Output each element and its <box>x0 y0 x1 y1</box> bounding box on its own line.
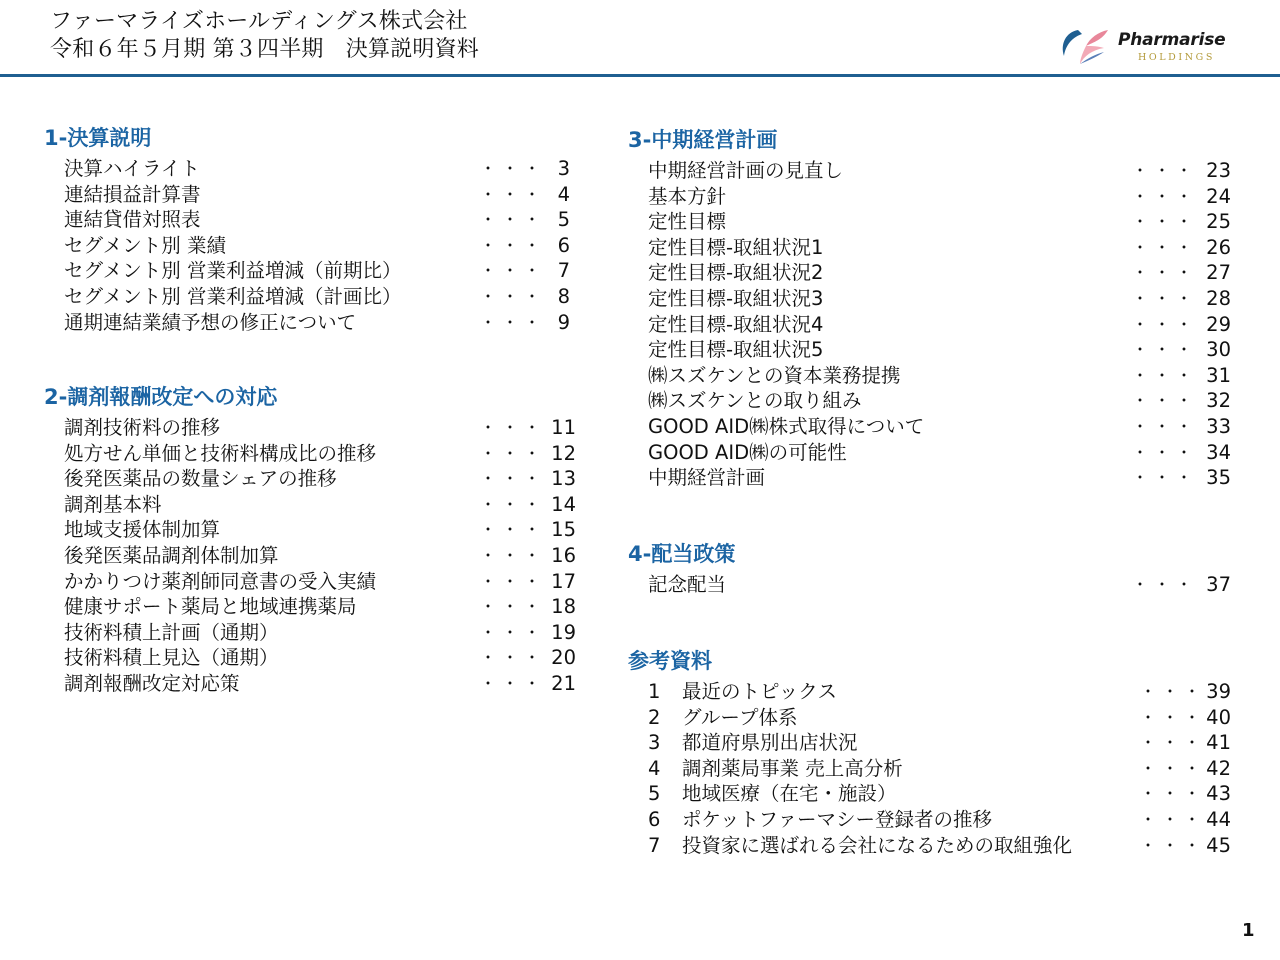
toc-item[interactable]: 健康サポート薬局と地域連携薬局 ・・・ 18 <box>64 595 576 619</box>
toc-item[interactable]: 調剤基本料 ・・・ 14 <box>64 492 576 516</box>
toc-item[interactable]: 処方せん単価と技術料構成比の推移 ・・・ 12 <box>64 441 576 465</box>
toc-item[interactable]: 6 ポケットファーマシー登録者の推移 ・・・ 44 <box>648 807 1231 831</box>
toc-item[interactable]: かかりつけ薬剤師同意書の受入実績 ・・・ 17 <box>64 569 576 593</box>
toc-item[interactable]: 2 グループ体系 ・・・ 40 <box>648 705 1231 729</box>
toc-item[interactable]: 4 調剤薬局事業 売上高分析 ・・・ 42 <box>648 756 1231 780</box>
toc-item[interactable]: 連結貸借対照表 ・・・ 5 <box>64 208 570 232</box>
toc-item[interactable]: 通期連結業績予想の修正について ・・・ 9 <box>64 310 570 334</box>
toc-section-3 <box>628 126 1231 491</box>
logo-subtitle: HOLDINGS <box>1138 52 1215 63</box>
toc-section-1 <box>44 124 570 335</box>
toc-item[interactable]: GOOD AID㈱株式取得について ・・・ 33 <box>648 414 1231 438</box>
toc-section-4 <box>628 540 1231 598</box>
toc-item[interactable]: GOOD AID㈱の可能性 ・・・ 34 <box>648 440 1231 464</box>
toc-item[interactable]: セグメント別 営業利益増減（計画比） ・・・ 8 <box>64 284 570 308</box>
section-heading: 参考資料 <box>628 649 712 673</box>
page-number: 1 <box>1242 920 1255 941</box>
toc-item[interactable]: 3 都道府県別出店状況 ・・・ 41 <box>648 731 1231 755</box>
toc-item[interactable]: 7 投資家に選ばれる会社になるための取組強化 ・・・ 45 <box>648 833 1231 857</box>
document-title <box>50 8 479 64</box>
toc-item[interactable]: セグメント別 業績 ・・・ 6 <box>64 233 570 257</box>
toc-item[interactable]: セグメント別 営業利益増減（前期比） ・・・ 7 <box>64 259 570 283</box>
toc-item[interactable]: 調剤技術料の推移 ・・・ 11 <box>64 416 576 439</box>
report-title: 令和６年５月期 第３四半期 決算説明資料 <box>50 37 479 62</box>
section-heading: 4-配当政策 <box>628 542 736 566</box>
company-name: ファーマライズホールディングス株式会社 <box>50 9 468 34</box>
toc-item[interactable]: ㈱スズケンとの取り組み ・・・ 32 <box>648 389 1231 413</box>
toc-item[interactable]: 地域支援体制加算 ・・・ 15 <box>64 518 576 542</box>
section-heading: 3-中期経営計画 <box>628 128 778 152</box>
section-heading: 1-決算説明 <box>44 126 152 150</box>
company-logo <box>1058 24 1258 68</box>
toc-item[interactable]: 後発医薬品調剤体制加算 ・・・ 16 <box>64 543 576 567</box>
toc-item[interactable]: 定性目標-取組状況5 ・・・ 30 <box>648 338 1231 362</box>
pharmarise-swoosh-icon <box>1058 24 1118 68</box>
toc-item[interactable]: 中期経営計画 ・・・ 35 <box>648 466 1231 490</box>
logo-name: Pharmarise <box>1118 30 1226 50</box>
toc-item[interactable]: 連結損益計算書 ・・・ 4 <box>64 182 570 206</box>
toc-item[interactable]: 1 最近のトピックス ・・・ 39 <box>648 680 1231 703</box>
toc-item[interactable]: ㈱スズケンとの資本業務提携 ・・・ 31 <box>648 363 1231 387</box>
header-divider <box>0 74 1280 77</box>
toc-section-2 <box>44 383 576 697</box>
toc-item[interactable]: 定性目標 ・・・ 25 <box>648 210 1231 234</box>
toc-item[interactable]: 記念配当 ・・・ 37 <box>648 573 1231 596</box>
toc-item[interactable]: 調剤報酬改定対応策 ・・・ 21 <box>64 671 576 695</box>
toc-item[interactable]: 技術料積上見込（通期） ・・・ 20 <box>64 646 576 670</box>
toc-item[interactable]: 定性目標-取組状況1 ・・・ 26 <box>648 235 1231 259</box>
toc-item[interactable]: 後発医薬品の数量シェアの推移 ・・・ 13 <box>64 467 576 491</box>
section-heading: 2-調剤報酬改定への対応 <box>44 385 278 409</box>
toc-item[interactable]: 定性目標-取組状況4 ・・・ 29 <box>648 312 1231 336</box>
toc-item[interactable]: 中期経営計画の見直し ・・・ 23 <box>648 159 1231 182</box>
toc-item[interactable]: 定性目標-取組状況2 ・・・ 27 <box>648 261 1231 285</box>
toc-section-reference <box>628 647 1231 858</box>
toc-item[interactable]: 定性目標-取組状況3 ・・・ 28 <box>648 286 1231 310</box>
toc-item[interactable]: 5 地域医療（在宅・施設） ・・・ 43 <box>648 782 1231 806</box>
toc-item[interactable]: 技術料積上計画（通期） ・・・ 19 <box>64 620 576 644</box>
toc-item[interactable]: 決算ハイライト ・・・ 3 <box>64 157 570 180</box>
toc-item[interactable]: 基本方針 ・・・ 24 <box>648 184 1231 208</box>
